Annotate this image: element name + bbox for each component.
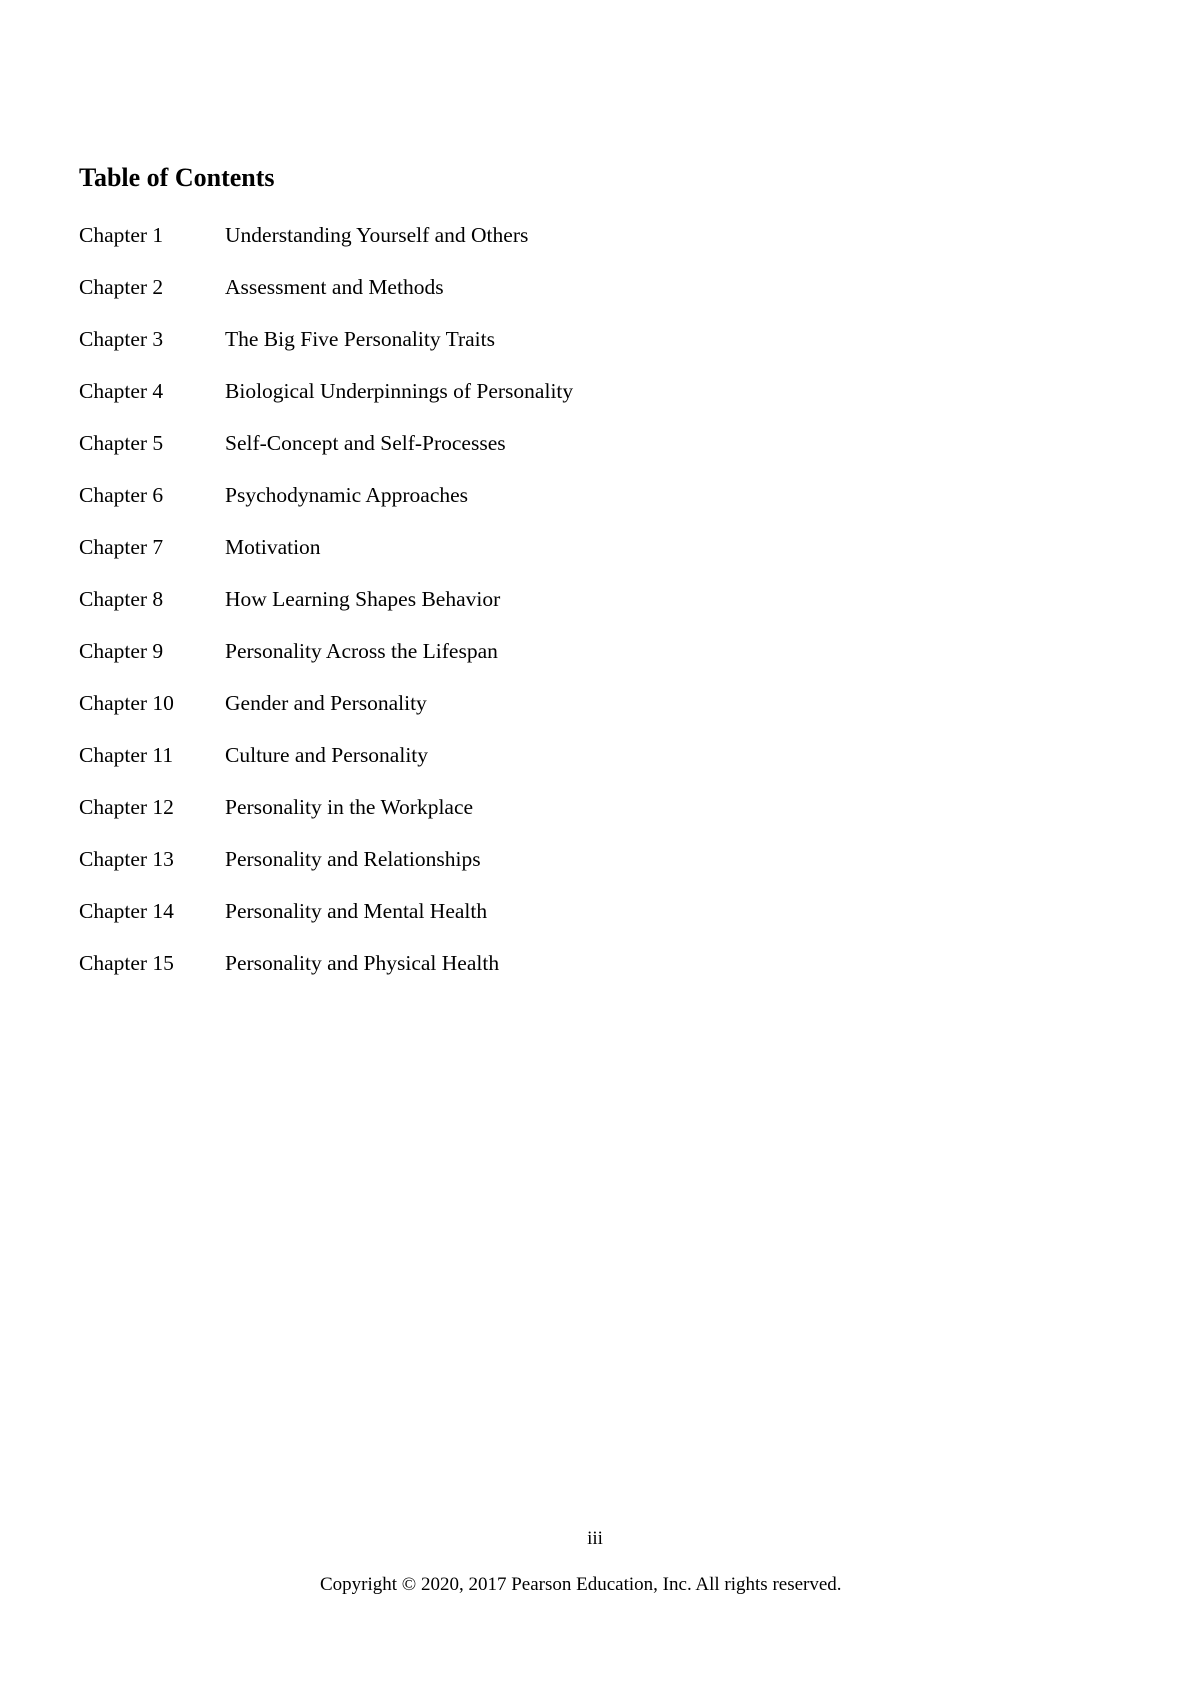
toc-list <box>79 222 573 1002</box>
toc-title: Table of Contents <box>79 163 275 192</box>
chapter-number: Chapter 8 <box>79 587 164 611</box>
chapter-title: Understanding Yourself and Others <box>225 223 529 247</box>
chapter-title: Psychodynamic Approaches <box>225 483 469 507</box>
chapter-number: Chapter 12 <box>79 795 174 819</box>
chapter-number: Chapter 5 <box>79 431 164 455</box>
chapter-number: Chapter 11 <box>79 743 174 767</box>
chapter-number: Chapter 4 <box>79 379 164 403</box>
page-number: iii <box>587 1528 603 1549</box>
toc-entry <box>79 742 573 794</box>
toc-entry <box>79 222 573 274</box>
toc-entry <box>79 846 573 898</box>
chapter-title: Gender and Personality <box>225 691 427 715</box>
toc-entry <box>79 534 573 586</box>
chapter-number: Chapter 15 <box>79 951 174 975</box>
toc-entry <box>79 950 573 1002</box>
chapter-title: Self-Concept and Self-Processes <box>225 431 506 455</box>
chapter-title: Culture and Personality <box>225 743 429 767</box>
chapter-number: Chapter 6 <box>79 483 164 507</box>
chapter-title: Personality and Relationships <box>225 847 481 871</box>
toc-entry <box>79 326 573 378</box>
toc-entry <box>79 898 573 950</box>
chapter-title: The Big Five Personality Traits <box>225 327 495 351</box>
toc-entry <box>79 794 573 846</box>
chapter-number: Chapter 3 <box>79 327 164 351</box>
chapter-number: Chapter 1 <box>79 223 164 247</box>
chapter-number: Chapter 13 <box>79 847 174 871</box>
toc-entry <box>79 586 573 638</box>
copyright-notice: Copyright © 2020, 2017 Pearson Education, Inc. All rights reserved. <box>320 1574 842 1595</box>
chapter-number: Chapter 9 <box>79 639 164 663</box>
toc-entry <box>79 482 573 534</box>
chapter-number: Chapter 2 <box>79 275 164 299</box>
chapter-title: Personality and Physical Health <box>225 951 500 975</box>
chapter-title: Assessment and Methods <box>225 275 444 299</box>
chapter-title: Personality in the Workplace <box>225 795 474 819</box>
toc-entry <box>79 378 573 430</box>
chapter-number: Chapter 10 <box>79 691 174 715</box>
toc-entry <box>79 690 573 742</box>
toc-entry <box>79 638 573 690</box>
chapter-title: Personality Across the Lifespan <box>225 639 498 663</box>
chapter-title: Motivation <box>225 535 321 559</box>
toc-entry <box>79 430 573 482</box>
chapter-title: Biological Underpinnings of Personality <box>225 379 574 403</box>
chapter-title: How Learning Shapes Behavior <box>225 587 501 611</box>
chapter-title: Personality and Mental Health <box>225 899 488 923</box>
toc-entry <box>79 274 573 326</box>
chapter-number: Chapter 14 <box>79 899 174 923</box>
chapter-number: Chapter 7 <box>79 535 164 559</box>
